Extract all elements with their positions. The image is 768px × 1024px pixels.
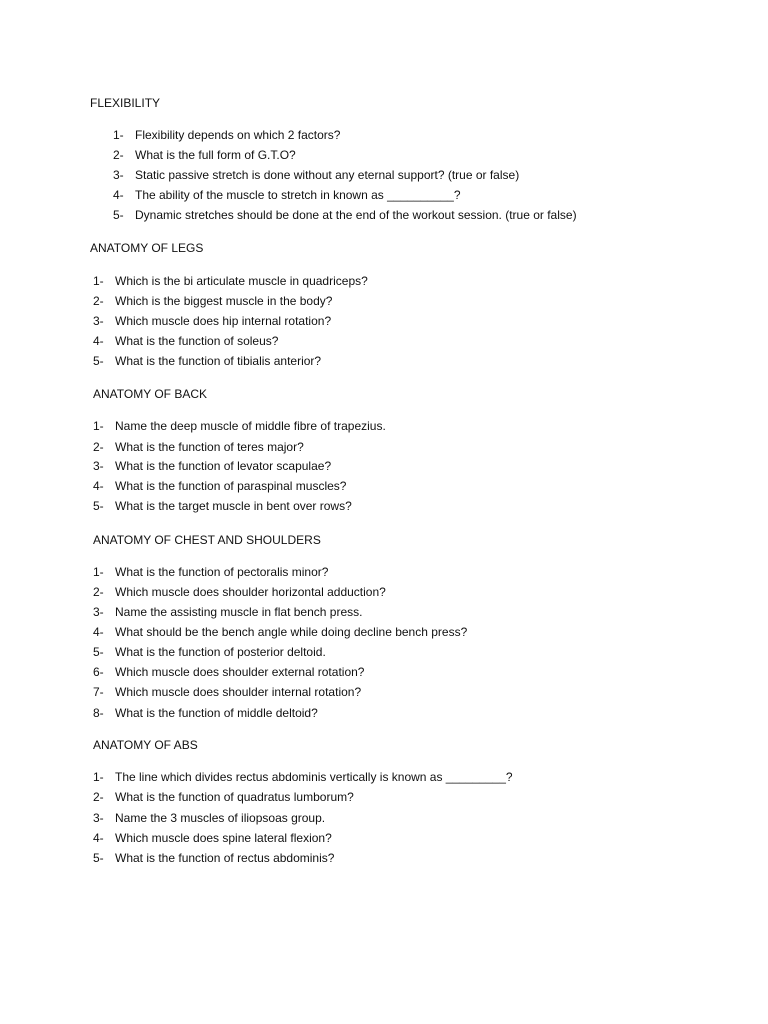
question-item [113, 128, 340, 142]
question-item [93, 625, 467, 639]
question-number: 5- [93, 645, 104, 659]
question-text: What is the function of soleus? [115, 334, 279, 348]
question-text: Which muscle does shoulder horizontal adduction? [115, 585, 386, 599]
question-item [93, 770, 513, 784]
question-item [93, 499, 352, 513]
question-number: 6- [93, 665, 104, 679]
section-heading: ANATOMY OF ABS [93, 738, 198, 752]
section-heading: ANATOMY OF LEGS [90, 241, 204, 255]
question-number: 5- [93, 851, 104, 865]
question-number: 1- [93, 565, 104, 579]
question-text: Dynamic stretches should be done at the end of the workout session. (true or false) [135, 208, 577, 222]
question-item [93, 274, 368, 288]
question-number: 3- [93, 314, 104, 328]
question-item [113, 148, 296, 162]
question-number: 1- [93, 419, 104, 433]
question-number: 3- [113, 168, 124, 182]
question-text: What is the function of paraspinal muscles? [115, 479, 347, 493]
question-number: 4- [113, 188, 124, 202]
question-number: 2- [93, 585, 104, 599]
question-text: What is the function of teres major? [115, 440, 304, 454]
question-number: 4- [93, 479, 104, 493]
question-item [93, 685, 361, 699]
question-text: Which muscle does shoulder internal rotation? [115, 685, 362, 699]
question-number: 8- [93, 706, 104, 720]
question-text: Flexibility depends on which 2 factors? [135, 128, 341, 142]
question-item [93, 354, 321, 368]
question-text: What is the function of posterior deltoid. [115, 645, 326, 659]
question-item [93, 440, 304, 454]
question-text: What is the full form of G.T.O? [135, 148, 296, 162]
question-text: What is the target muscle in bent over rows? [115, 499, 352, 513]
question-item [113, 188, 461, 202]
question-text: Which muscle does shoulder external rotation? [115, 665, 365, 679]
question-number: 5- [93, 499, 104, 513]
question-item [93, 706, 318, 720]
question-text: The ability of the muscle to stretch in known as __________? [135, 188, 461, 202]
question-item [93, 459, 331, 473]
question-item [93, 665, 364, 679]
question-text: What is the function of levator scapulae? [115, 459, 332, 473]
question-item [93, 334, 278, 348]
question-number: 3- [93, 811, 104, 825]
question-text: What should be the bench angle while doing decline bench press? [115, 625, 468, 639]
question-item [93, 585, 386, 599]
question-text: The line which divides rectus abdominis vertically is known as _________? [115, 770, 513, 784]
question-text: Name the deep muscle of middle fibre of trapezius. [115, 419, 386, 433]
question-number: 2- [93, 440, 104, 454]
question-text: Name the 3 muscles of iliopsoas group. [115, 811, 326, 825]
question-text: What is the function of rectus abdominis? [115, 851, 335, 865]
question-number: 1- [113, 128, 124, 142]
question-number: 1- [93, 770, 104, 784]
question-item [113, 208, 577, 222]
question-item [93, 419, 386, 433]
question-number: 7- [93, 685, 104, 699]
question-text: Which muscle does hip internal rotation? [115, 314, 332, 328]
question-number: 2- [93, 294, 104, 308]
question-number: 3- [93, 459, 104, 473]
question-item [93, 605, 362, 619]
question-number: 1- [93, 274, 104, 288]
section-heading: FLEXIBILITY [90, 96, 161, 110]
question-text: What is the function of middle deltoid? [115, 706, 318, 720]
question-number: 4- [93, 831, 104, 845]
question-number: 2- [113, 148, 124, 162]
question-item [93, 294, 332, 308]
question-number: 2- [93, 790, 104, 804]
question-text: What is the function of pectoralis minor? [115, 565, 329, 579]
question-number: 3- [93, 605, 104, 619]
question-number: 4- [93, 334, 104, 348]
question-text: Static passive stretch is done without any eternal support? (true or false) [135, 168, 520, 182]
question-item [93, 645, 326, 659]
question-item [93, 851, 334, 865]
question-text: Name the assisting muscle in flat bench press. [115, 605, 363, 619]
section-heading: ANATOMY OF CHEST AND SHOULDERS [93, 533, 321, 547]
question-text: What is the function of quadratus lumborum? [115, 790, 354, 804]
question-text: Which muscle does spine lateral flexion? [115, 831, 332, 845]
question-item [93, 565, 328, 579]
question-item [113, 168, 519, 182]
question-number: 5- [113, 208, 124, 222]
question-item [93, 790, 354, 804]
question-text: What is the function of tibialis anterior? [115, 354, 322, 368]
question-number: 4- [93, 625, 104, 639]
question-item [93, 314, 331, 328]
question-text: Which is the biggest muscle in the body? [115, 294, 333, 308]
section-heading: ANATOMY OF BACK [93, 387, 208, 401]
question-item [93, 811, 325, 825]
question-item [93, 831, 332, 845]
question-text: Which is the bi articulate muscle in quadriceps? [115, 274, 368, 288]
question-number: 5- [93, 354, 104, 368]
question-item [93, 479, 346, 493]
